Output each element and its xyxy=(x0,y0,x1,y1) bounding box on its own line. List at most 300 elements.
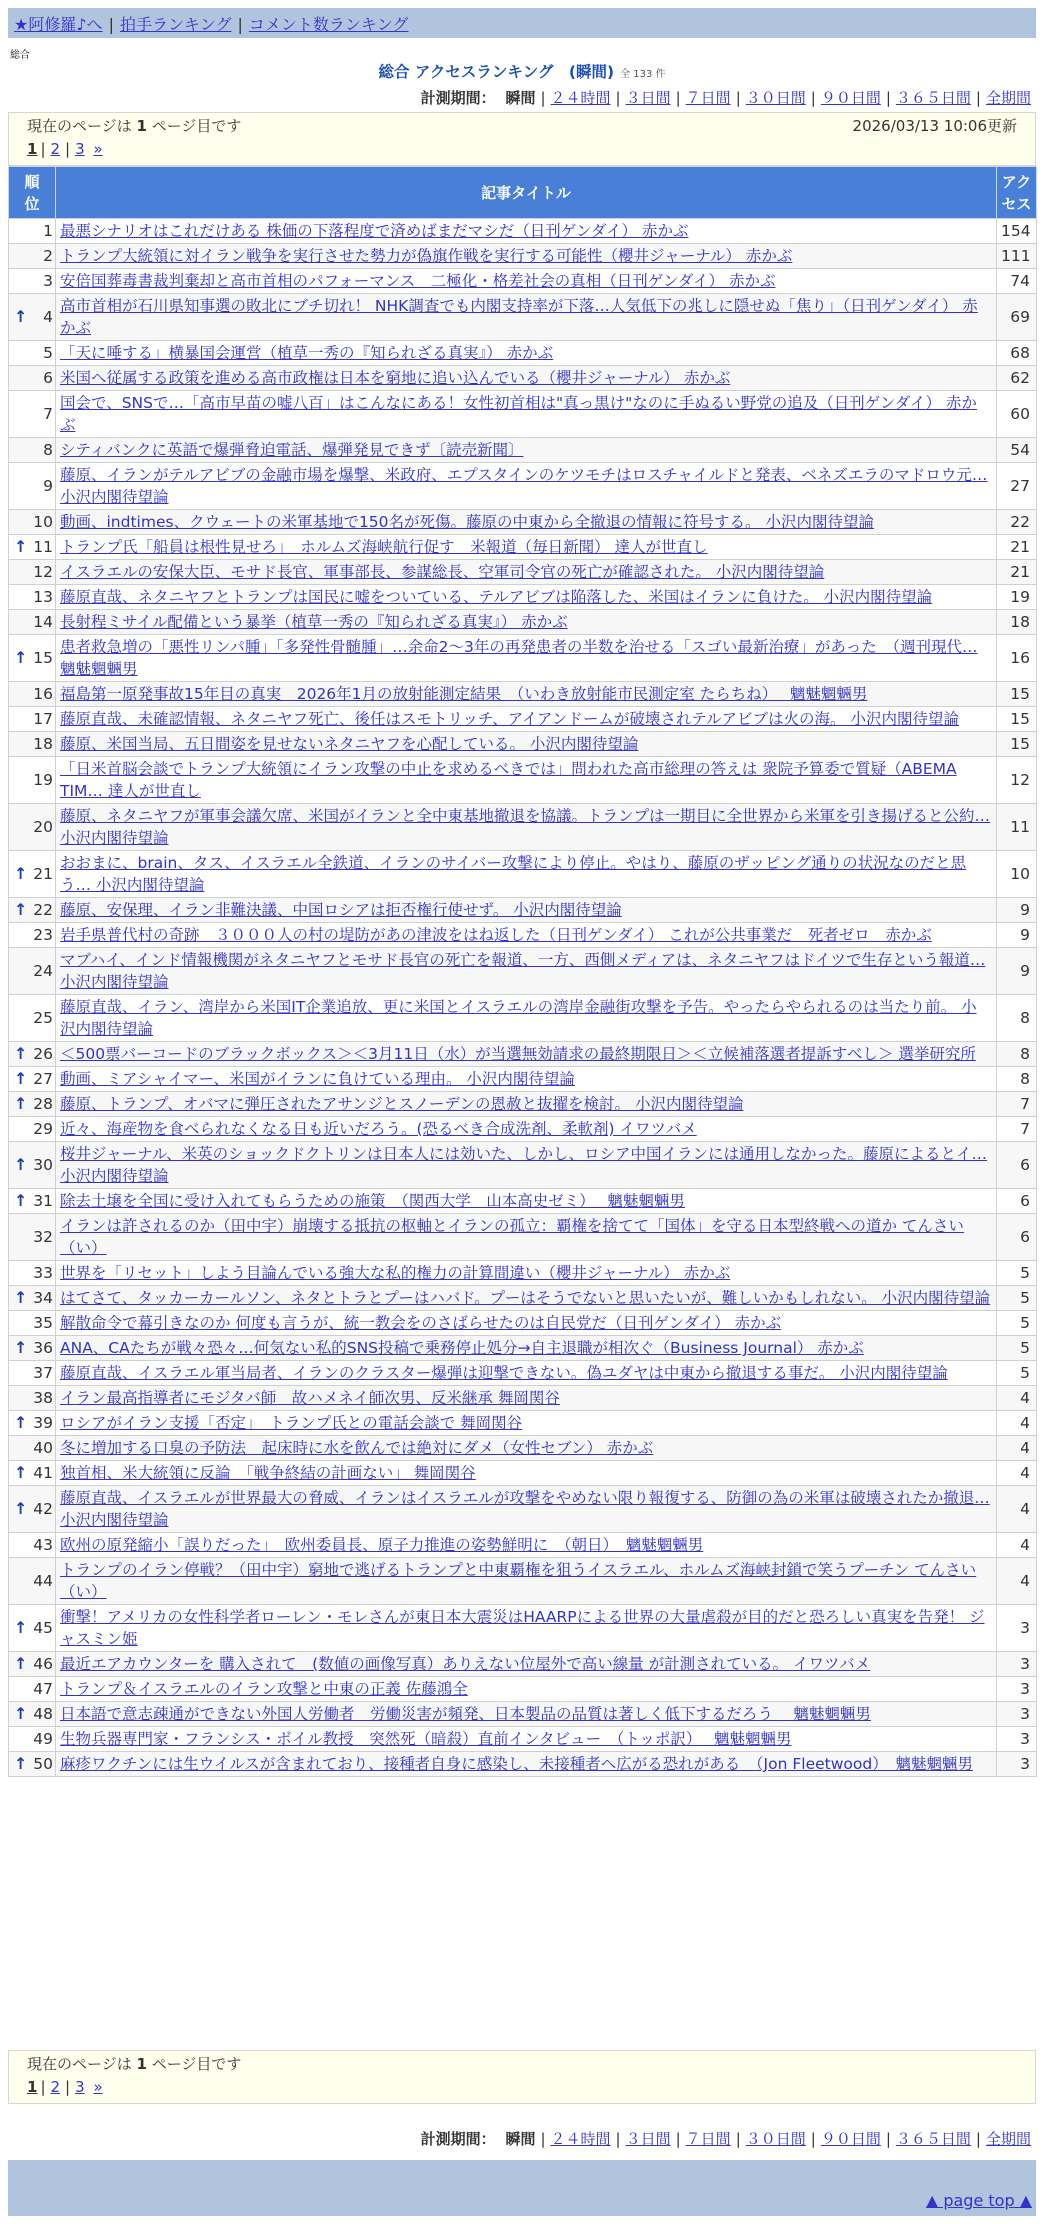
access-count: 54 xyxy=(997,438,1037,463)
up-arrow-icon: ↑ xyxy=(14,1338,28,1357)
title-cell xyxy=(56,585,997,610)
rank-cell xyxy=(9,1142,56,1189)
rank-number: 49 xyxy=(33,1730,53,1748)
article-title-link[interactable]: 解散命令で幕引きなのか 何度も言うが、統一教会をのさばらせたのは自民党だ（日刊ゲンダイ） 赤かぶ xyxy=(60,1314,782,1332)
article-title-link[interactable]: 除去土壌を全国に受け入れてもらうための施策 （関西大学 山本高史ゼミ） 魑魅魍魎男 xyxy=(60,1192,685,1210)
period-current: 瞬間 xyxy=(505,89,536,107)
period-all-link[interactable]: 全期間 xyxy=(985,89,1031,107)
table-row xyxy=(9,269,1037,294)
article-title-link[interactable]: トランプ＆イスラエルのイラン攻撃と中東の正義 佐藤鴻全 xyxy=(60,1680,468,1698)
table-row xyxy=(9,1558,1037,1605)
access-count: 4 xyxy=(997,1411,1037,1436)
rank-number: 28 xyxy=(33,1095,53,1113)
access-count: 8 xyxy=(997,1067,1037,1092)
article-title-link[interactable]: 藤原、ネタニヤフが軍事会議欠席、米国がイランと全中東基地撤退を協議。トランプは一期目に全世界から米軍を引き揚げると公約… 小沢内閣待望論 xyxy=(60,807,991,847)
article-title-link[interactable]: 欧州の原発縮小「誤りだった」 欧州委員長、原子力推進の姿勢鮮明に （朝日） 魑魅魍魎男 xyxy=(60,1536,704,1554)
rank-number: 34 xyxy=(33,1289,53,1307)
article-title-link[interactable]: 藤原直哉、イスラエルが世界最大の脅威、イランはイスラエルが攻撃をやめない限り報復する、防御の為の米軍は破壊されたか撤退… 小沢内閣待望論 xyxy=(60,1489,990,1529)
title-cell xyxy=(56,757,997,804)
rank-cell xyxy=(9,1558,56,1605)
up-arrow-icon: ↑ xyxy=(14,1094,28,1113)
access-count: 6 xyxy=(997,1214,1037,1261)
table-row xyxy=(9,1461,1037,1486)
rank-number: 48 xyxy=(33,1705,53,1723)
title-cell xyxy=(56,682,997,707)
table-row xyxy=(9,1067,1037,1092)
period-90d-link[interactable]: ９０日間 xyxy=(820,2130,881,2148)
table-row xyxy=(9,732,1037,757)
rank-cell xyxy=(9,294,56,341)
rank-cell xyxy=(9,1361,56,1386)
article-title-link[interactable]: イラン最高指導者にモジタバ師 故ハメネイ師次男、反米継承 舞岡関谷 xyxy=(60,1389,560,1407)
header-rank xyxy=(9,167,56,219)
article-title-link[interactable]: 世界を「リセット」しよう目論んでいる強大な私的権力の計算間違い（櫻井ジャーナル） 赤かぶ xyxy=(60,1264,731,1282)
article-title-link[interactable]: 藤原直哉、イラン、湾岸から米国IT企業追放、更に米国とイスラエルの湾岸金融街攻撃を予告。やったらやられるのは当たり前。 小沢内閣待望論 xyxy=(60,998,977,1038)
rank-number: 8 xyxy=(43,441,53,459)
table-row xyxy=(9,1336,1037,1361)
rank-number: 31 xyxy=(33,1192,53,1210)
pager-top: 1 | 2 | 3 » xyxy=(27,140,103,158)
article-title-link[interactable]: イスラエルの安保大臣、モサド長官、軍事部長、参謀総長、空軍司令官の死亡が確認された。 小沢内閣待望論 xyxy=(60,563,825,581)
rank-cell xyxy=(9,535,56,560)
article-title-link[interactable]: 藤原、イランがテルアビブの金融市場を爆撃、米政府、エプスタインのケツモチはロスチャイルドと発表、ベネズエラのマドロウ元… 小沢内閣待望論 xyxy=(60,466,988,506)
rank-cell xyxy=(9,269,56,294)
rank-cell xyxy=(9,585,56,610)
rank-number: 29 xyxy=(33,1120,53,1138)
table-row xyxy=(9,1727,1037,1752)
rank-cell xyxy=(9,1652,56,1677)
period-label: 計測期間： xyxy=(420,2130,496,2148)
rank-cell xyxy=(9,757,56,804)
article-title-link[interactable]: 「日米首脳会談でトランプ大統領にイラン攻撃の中止を求めるべきでは」問われた高市総理の答えは 衆院予算委で質疑（ABEMA TIM… 達人が世直し xyxy=(60,760,957,800)
header-access-label: アクセス xyxy=(1001,172,1032,213)
article-title-link[interactable]: 日本語で意志疎通ができない外国人労働者 労働災害が頻発、日本製品の品質は著しく低下するだろう 魑魅魍魎男 xyxy=(60,1705,871,1723)
article-title-link[interactable]: 患者救急増の「悪性リンパ腫」「多発性骨髄腫」…余命2～3年の再発患者の半数を治せる「スゴい最新治療」があった （週刊現代… 魑魅魍魎男 xyxy=(60,638,978,678)
up-arrow-icon: ↑ xyxy=(14,1155,28,1174)
rank-number: 33 xyxy=(33,1264,53,1282)
article-title-link[interactable]: 藤原、トランプ、オバマに弾圧されたアサンジとスノーデンの恩赦と抜擢を検討。 小沢内閣待望論 xyxy=(60,1095,744,1113)
article-title-link[interactable]: 安倍国葬毒書裁判棄却と高市首相のパフォーマンス 二極化・格差社会の真相（日刊ゲンダイ） 赤かぶ xyxy=(60,272,776,290)
title-cell xyxy=(56,1702,997,1727)
title-cell xyxy=(56,804,997,851)
title-cell xyxy=(56,1261,997,1286)
up-arrow-icon: ↑ xyxy=(14,307,28,326)
rank-number: 6 xyxy=(43,369,53,387)
rank-cell xyxy=(9,635,56,682)
access-count: 9 xyxy=(997,948,1037,995)
rank-number: 39 xyxy=(33,1414,53,1432)
rank-cell xyxy=(9,560,56,585)
page-status-box-bottom xyxy=(8,2050,1036,2104)
table-row xyxy=(9,341,1037,366)
rank-cell xyxy=(9,391,56,438)
access-count: 4 xyxy=(997,1461,1037,1486)
rank-cell xyxy=(9,1702,56,1727)
rank-number: 43 xyxy=(33,1536,53,1554)
article-title-link[interactable]: イランは許されるのか（田中宇）崩壊する抵抗の枢軸とイランの孤立：覇権を捨てて「国体」を守る日本型終戦への道か てんさい（い） xyxy=(60,1217,964,1257)
up-arrow-icon: ↑ xyxy=(14,1413,28,1432)
nav-comment-ranking-link[interactable]: コメント数ランキング xyxy=(248,15,409,34)
table-row xyxy=(9,1533,1037,1558)
pager-next-link[interactable]: » xyxy=(93,140,103,158)
table-row xyxy=(9,1117,1037,1142)
access-count: 7 xyxy=(997,1092,1037,1117)
access-count: 111 xyxy=(997,244,1037,269)
access-count: 21 xyxy=(997,535,1037,560)
title-cell xyxy=(56,1311,997,1336)
article-title-link[interactable]: おおまに、brain、タス、イスラエル全鉄道、イランのサイバー攻撃により停止。やはり、藤原のザッピング通りの状況なのだと思う… 小沢内閣待望論 xyxy=(60,854,967,894)
article-title-link[interactable]: 桜井ジャーナル、米英のショックドクトリンは日本人には効いた、しかし、ロシア中国イランには通用しなかった。藤原によるとイ… 小沢内閣待望論 xyxy=(60,1145,988,1185)
title-cell xyxy=(56,1558,997,1605)
period-7d-link[interactable]: ７日間 xyxy=(685,89,731,107)
updated-timestamp: 2026/03/13 10:06更新 xyxy=(852,117,1017,135)
article-title-link[interactable]: 冬に増加する口臭の予防法 起床時に水を飲んでは絶対にダメ（女性セブン） 赤かぶ xyxy=(60,1439,654,1457)
article-title-link[interactable]: 福島第一原発事故15年目の真実 2026年1月の放射能測定結果 （いわき放射能市民測定室 たらちね） 魑魅魍魎男 xyxy=(60,685,868,703)
title-cell xyxy=(56,341,997,366)
ranking-title: 総合 アクセスランキング (瞬間) xyxy=(378,63,615,81)
rank-number: 3 xyxy=(43,272,53,290)
nav-clap-ranking-link[interactable]: 拍手ランキング xyxy=(119,15,232,34)
rank-cell xyxy=(9,244,56,269)
table-row xyxy=(9,294,1037,341)
article-title-link[interactable]: 高市首相が石川県知事選の敗北にブチ切れ！ NHK調査でも内閣支持率が下落…人気低下の兆しに隠せぬ「焦り」（日刊ゲンダイ） 赤かぶ xyxy=(60,297,978,337)
article-title-link[interactable]: ＜500票バーコードのブラックボックス＞＜3月11日（水）が当選無効請求の最終期限日＞＜立候補落選者提訴すべし＞ 選挙研究所 xyxy=(60,1045,976,1063)
article-title-link[interactable]: 動画、indtimes、クウェートの米軍基地で150名が死傷。藤原の中東から全撤退の情報に符号する。 小沢内閣待望論 xyxy=(60,513,874,531)
period-7d-link[interactable]: ７日間 xyxy=(685,2130,731,2148)
title-cell xyxy=(56,995,997,1042)
article-title-link[interactable]: 藤原、米国当局、五日間姿を見せないネタニヤフを心配している。 小沢内閣待望論 xyxy=(60,735,639,753)
access-count: 15 xyxy=(997,682,1037,707)
table-row xyxy=(9,851,1037,898)
table-row xyxy=(9,923,1037,948)
title-cell xyxy=(56,269,997,294)
title-cell xyxy=(56,898,997,923)
page-status-number: 1 xyxy=(136,2055,147,2073)
access-count: 18 xyxy=(997,610,1037,635)
title-cell xyxy=(56,1436,997,1461)
access-count: 4 xyxy=(997,1558,1037,1605)
article-title-link[interactable]: 米国へ従属する政策を進める高市政権は日本を窮地に追い込んでいる（櫻井ジャーナル） 赤かぶ xyxy=(60,369,731,387)
rank-number: 50 xyxy=(33,1755,53,1773)
page-top-link[interactable]: ▲ page top ▲ xyxy=(925,2191,1032,2210)
table-row xyxy=(9,1677,1037,1702)
article-title-link[interactable]: 長射程ミサイル配備という暴挙（植草一秀の『知られざる真実』） 赤かぶ xyxy=(60,613,568,631)
table-row xyxy=(9,463,1037,510)
title-cell xyxy=(56,1142,997,1189)
title-cell xyxy=(56,1092,997,1117)
table-row xyxy=(9,366,1037,391)
table-row xyxy=(9,244,1037,269)
top-nav-bar xyxy=(8,8,1036,38)
rank-cell xyxy=(9,851,56,898)
table-row xyxy=(9,682,1037,707)
period-selector-top: 計測期間： 瞬間 | ２４時間 | ３日間 | ７日間 | ３０日間 | ９０日間 | ３６５日間 | 全期間 xyxy=(420,89,1031,107)
page-top-bar xyxy=(8,2186,1036,2216)
rank-cell xyxy=(9,732,56,757)
access-count: 5 xyxy=(997,1261,1037,1286)
title-cell xyxy=(56,923,997,948)
title-cell xyxy=(56,635,997,682)
rank-number: 21 xyxy=(33,865,53,883)
up-arrow-icon: ↑ xyxy=(14,864,28,883)
table-row xyxy=(9,1261,1037,1286)
rank-number: 13 xyxy=(33,588,53,606)
article-title-link[interactable]: シティバンクに英語で爆弾脅迫電話、爆弾発見できず〔読売新聞〕 xyxy=(60,441,524,459)
rank-number: 41 xyxy=(33,1464,53,1482)
access-count: 4 xyxy=(997,1436,1037,1461)
article-title-link[interactable]: 藤原直哉、ネタニヤフとトランプは国民に嘘をついている、テルアビブは陥落した、米国はイランに負けた。 小沢内閣待望論 xyxy=(60,588,933,606)
title-cell xyxy=(56,1533,997,1558)
access-count: 69 xyxy=(997,294,1037,341)
page-status-number: 1 xyxy=(136,117,147,135)
access-count: 5 xyxy=(997,1286,1037,1311)
nav-home-link[interactable]: ★阿修羅♪へ xyxy=(14,15,103,34)
article-title-link[interactable]: はてさて、タッカーカールソン、ネタとトラとプーはハバド。プーはそうでないと思いたいが、難しいかもしれない。 小沢内閣待望論 xyxy=(60,1289,991,1307)
access-count: 27 xyxy=(997,463,1037,510)
rank-number: 12 xyxy=(33,563,53,581)
up-arrow-icon: ↑ xyxy=(14,648,28,667)
rank-number: 35 xyxy=(33,1314,53,1332)
rank-number: 40 xyxy=(33,1439,53,1457)
table-row xyxy=(9,1189,1037,1214)
rank-cell xyxy=(9,510,56,535)
rank-cell xyxy=(9,438,56,463)
up-arrow-icon: ↑ xyxy=(14,1288,28,1307)
table-row xyxy=(9,438,1037,463)
rank-cell xyxy=(9,707,56,732)
rank-cell xyxy=(9,995,56,1042)
article-title-link[interactable]: 最近エアカウンターを 購入されて (数値の画像写真）ありえない位屋外で高い線量 が計測されている。 イワツバメ xyxy=(60,1655,871,1673)
page-status-suffix: ページ目です xyxy=(151,117,242,135)
table-row xyxy=(9,1361,1037,1386)
rank-number: 26 xyxy=(33,1045,53,1063)
table-row xyxy=(9,757,1037,804)
access-count: 6 xyxy=(997,1142,1037,1189)
period-30d-link[interactable]: ３０日間 xyxy=(745,2130,806,2148)
table-row xyxy=(9,1652,1037,1677)
rank-cell xyxy=(9,463,56,510)
access-count: 3 xyxy=(997,1605,1037,1652)
access-count: 6 xyxy=(997,1189,1037,1214)
rank-number: 46 xyxy=(33,1655,53,1673)
article-title-link[interactable]: トランプ氏「船員は根性見せろ」 ホルムズ海峡航行促す 米報道（毎日新聞） 達人が世直し xyxy=(60,538,708,556)
up-arrow-icon: ↑ xyxy=(14,1044,28,1063)
pager-page-2-link[interactable]: 2 xyxy=(50,140,61,158)
rank-number: 19 xyxy=(33,771,53,789)
article-title-link[interactable]: 最悪シナリオはこれだけある 株価の下落程度で済めばまだマシだ（日刊ゲンダイ） 赤かぶ xyxy=(60,222,689,240)
title-cell xyxy=(56,535,997,560)
access-count: 60 xyxy=(997,391,1037,438)
up-arrow-icon: ↑ xyxy=(14,1463,28,1482)
title-cell xyxy=(56,732,997,757)
period-24h-link[interactable]: ２４時間 xyxy=(550,89,611,107)
article-title-link[interactable]: 岩手県普代村の奇跡 ３０００人の村の堤防があの津波をはね返した（日刊ゲンダイ） これが公共事業だ 死者ゼロ 赤かぶ xyxy=(60,926,932,944)
article-title-link[interactable]: 藤原、安保理、イラン非難決議、中国ロシアは拒否権行使せず。 小沢内閣待望論 xyxy=(60,901,622,919)
article-title-link[interactable]: 動画、ミアシャイマー、米国がイランに負けている理由。 小沢内閣待望論 xyxy=(60,1070,575,1088)
rank-number: 18 xyxy=(33,735,53,753)
access-count: 5 xyxy=(997,1361,1037,1386)
rank-cell xyxy=(9,1605,56,1652)
page-status-suffix: ページ目です xyxy=(151,2055,242,2073)
article-title-link[interactable]: 藤原直哉、未確認情報、ネタニヤフ死亡、後任はスモトリッチ、アイアンドームが破壊されテルアビブは火の海。 小沢内閣待望論 xyxy=(60,710,959,728)
table-row xyxy=(9,1752,1037,1777)
title-cell xyxy=(56,366,997,391)
pager-page-2-link[interactable]: 2 xyxy=(50,2078,61,2096)
access-count: 11 xyxy=(997,804,1037,851)
access-count: 19 xyxy=(997,585,1037,610)
access-count: 8 xyxy=(997,1042,1037,1067)
title-cell xyxy=(56,1286,997,1311)
access-count: 9 xyxy=(997,923,1037,948)
period-all-link[interactable]: 全期間 xyxy=(985,2130,1031,2148)
rank-cell xyxy=(9,1214,56,1261)
article-title-link[interactable]: 国会で、SNSで…「高市早苗の嘘八百」はこんなにある！女性初首相は"真っ黒け"なのに手ぬるい野党の追及（日刊ゲンダイ） 赤かぶ xyxy=(60,394,977,434)
rank-cell xyxy=(9,1461,56,1486)
rank-cell xyxy=(9,1486,56,1533)
title-cell xyxy=(56,1605,997,1652)
access-count: 10 xyxy=(997,851,1037,898)
up-arrow-icon: ↑ xyxy=(14,537,28,556)
rank-cell xyxy=(9,1411,56,1436)
rank-number: 22 xyxy=(33,901,53,919)
rank-number: 14 xyxy=(33,613,53,631)
period-selector-bottom: 計測期間： 瞬間 | ２４時間 | ３日間 | ７日間 | ３０日間 | ９０日間 | ３６５日間 | 全期間 xyxy=(420,2130,1031,2148)
access-count: 74 xyxy=(997,269,1037,294)
table-row xyxy=(9,510,1037,535)
title-cell xyxy=(56,1117,997,1142)
table-row xyxy=(9,995,1037,1042)
access-count: 15 xyxy=(997,707,1037,732)
access-count: 16 xyxy=(997,635,1037,682)
access-count: 154 xyxy=(997,219,1037,244)
table-header-row xyxy=(9,167,1037,219)
title-cell xyxy=(56,391,997,438)
pager-next-link[interactable]: » xyxy=(93,2078,103,2096)
pager-page-3-link[interactable]: 3 xyxy=(75,140,85,158)
table-row xyxy=(9,1605,1037,1652)
header-rank-label: 順位 xyxy=(24,172,40,213)
rank-number: 25 xyxy=(33,1009,53,1027)
table-row xyxy=(9,1436,1037,1461)
table-row xyxy=(9,898,1037,923)
rank-cell xyxy=(9,1189,56,1214)
table-row xyxy=(9,1142,1037,1189)
table-row xyxy=(9,1092,1037,1117)
up-arrow-icon: ↑ xyxy=(14,1191,28,1210)
rank-cell xyxy=(9,1042,56,1067)
rank-number: 23 xyxy=(33,926,53,944)
up-arrow-icon: ↑ xyxy=(14,1754,28,1773)
rank-cell xyxy=(9,1261,56,1286)
period-365d-link[interactable]: ３６５日間 xyxy=(895,2130,971,2148)
nav-separator: | xyxy=(108,15,114,34)
article-title-link[interactable]: 藤原直哉、イスラエル軍当局者、イランのクラスター爆弾は迎撃できない。偽ユダヤは中東から撤退する事だ。 小沢内閣待望論 xyxy=(60,1364,948,1382)
table-row xyxy=(9,1042,1037,1067)
title-cell xyxy=(56,1652,997,1677)
article-title-link[interactable]: 「天に唾する」横暴国会運営（植草一秀の『知られざる真実』） 赤かぶ xyxy=(60,344,554,362)
pager-current-page: 1 xyxy=(27,2078,38,2096)
rank-number: 11 xyxy=(33,538,53,556)
access-count: 62 xyxy=(997,366,1037,391)
rank-cell xyxy=(9,1336,56,1361)
period-365d-link[interactable]: ３６５日間 xyxy=(895,89,971,107)
title-cell xyxy=(56,1677,997,1702)
article-title-link[interactable]: 独首相、米大統領に反論 「戦争終結の計画ない」 舞岡関谷 xyxy=(60,1464,476,1482)
rank-cell xyxy=(9,366,56,391)
rank-number: 32 xyxy=(33,1228,53,1246)
period-24h-link[interactable]: ２４時間 xyxy=(550,2130,611,2148)
table-row xyxy=(9,535,1037,560)
rank-cell xyxy=(9,1752,56,1777)
table-row xyxy=(9,707,1037,732)
rank-number: 37 xyxy=(33,1364,53,1382)
article-title-link[interactable]: トランプのイラン停戦？（田中宇）窮地で逃げるトランプと中東覇権を狙うイスラエル、ホルムズ海峡封鎖で笑うプーチン てんさい（い） xyxy=(60,1561,977,1601)
rank-cell xyxy=(9,341,56,366)
article-title-link[interactable]: 麻疹ワクチンには生ウイルスが含まれており、接種者自身に感染し、未接種者へ広がる恐れがある （Jon Fleetwood） 魑魅魍魎男 xyxy=(60,1755,973,1773)
article-title-link[interactable]: 衝撃！アメリカの女性科学者ローレン・モレさんが東日本大震災はHAARPによる世界の大量虐殺が目的だと恐ろしい真実を告発！ ジャスミン姫 xyxy=(60,1608,985,1648)
rank-number: 38 xyxy=(33,1389,53,1407)
title-cell xyxy=(56,1361,997,1386)
access-count: 3 xyxy=(997,1752,1037,1777)
rank-number: 15 xyxy=(33,649,53,667)
title-cell xyxy=(56,948,997,995)
article-title-link[interactable]: マブハイ、インド情報機関がネタニヤフとモサド長官の死亡を報道、一方、西側メディアは、ネタニヤフはドイツで生存という報道… 小沢内閣待望論 xyxy=(60,951,986,991)
period-30d-link[interactable]: ３０日間 xyxy=(745,89,806,107)
table-row xyxy=(9,1386,1037,1411)
title-cell xyxy=(56,294,997,341)
page-status-line xyxy=(27,2053,1017,2075)
pager-page-3-link[interactable]: 3 xyxy=(75,2078,85,2096)
access-count: 4 xyxy=(997,1486,1037,1533)
table-row xyxy=(9,1311,1037,1336)
table-row xyxy=(9,635,1037,682)
period-3d-link[interactable]: ３日間 xyxy=(625,2130,671,2148)
rank-cell xyxy=(9,948,56,995)
period-3d-link[interactable]: ３日間 xyxy=(625,89,671,107)
title-cell xyxy=(56,510,997,535)
period-90d-link[interactable]: ９０日間 xyxy=(820,89,881,107)
access-count: 8 xyxy=(997,995,1037,1042)
rank-cell xyxy=(9,1436,56,1461)
table-row xyxy=(9,219,1037,244)
ranking-title-row xyxy=(0,60,1044,82)
rank-number: 27 xyxy=(33,1070,53,1088)
article-title-link[interactable]: ロシアがイラン支援「否定」 トランプ氏との電話会談で 舞岡関谷 xyxy=(60,1414,523,1432)
article-title-link[interactable]: 近々、海産物を食べられなくなる日も近いだろう。(恐るべき合成洗剤、柔軟剤) イワツバメ xyxy=(60,1120,697,1138)
title-cell xyxy=(56,244,997,269)
rank-cell xyxy=(9,1117,56,1142)
title-cell xyxy=(56,1752,997,1777)
rank-cell xyxy=(9,1386,56,1411)
title-cell xyxy=(56,1461,997,1486)
table-row xyxy=(9,1702,1037,1727)
rank-number: 24 xyxy=(33,962,53,980)
title-cell xyxy=(56,463,997,510)
rank-number: 47 xyxy=(33,1680,53,1698)
article-title-link[interactable]: ANA、CAたちが戦々恐々…何気ない私的SNS投稿で乗務停止処分→自主退職が相次ぐ（Business Journal） 赤かぶ xyxy=(60,1339,864,1357)
rank-number: 30 xyxy=(33,1156,53,1174)
table-row xyxy=(9,610,1037,635)
rank-cell xyxy=(9,1311,56,1336)
rank-number: 45 xyxy=(33,1619,53,1637)
pager-current-page: 1 xyxy=(27,140,38,158)
access-count: 3 xyxy=(997,1702,1037,1727)
article-title-link[interactable]: トランプ大統領に対イラン戦争を実行させた勢力が偽旗作戦を実行する可能性（櫻井ジャーナル） 赤かぶ xyxy=(60,247,793,265)
rank-cell xyxy=(9,1067,56,1092)
article-title-link[interactable]: 生物兵器専門家・フランシス・ボイル教授 突然死（暗殺）直前インタビュー （トッポ訳） 魑魅魍魎男 xyxy=(60,1730,792,1748)
up-arrow-icon: ↑ xyxy=(14,1069,28,1088)
access-count: 3 xyxy=(997,1652,1037,1677)
